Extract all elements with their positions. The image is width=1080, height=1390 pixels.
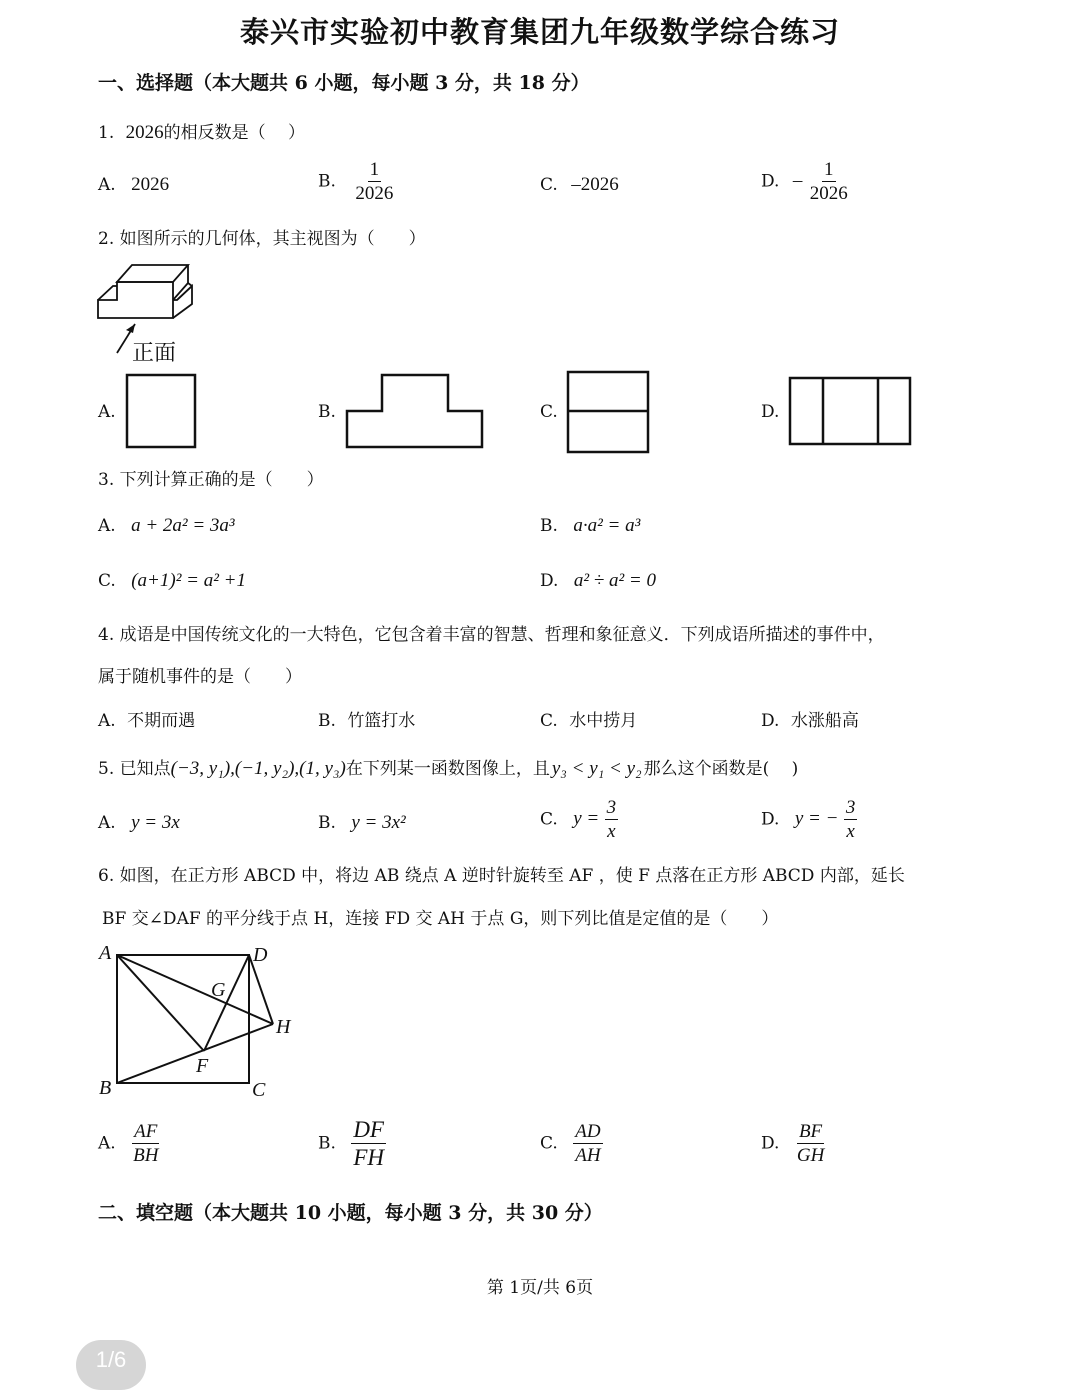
q2-a-label: A. bbox=[98, 402, 116, 422]
q5-stem-c: 那么这个函数是( ) bbox=[643, 759, 799, 779]
q5-d-numerator: 3 bbox=[845, 797, 856, 818]
question-6-line-1 bbox=[98, 861, 905, 886]
question-4-line-1 bbox=[98, 620, 885, 645]
q1-d-fraction bbox=[808, 160, 850, 204]
q6-b-denominator: FH bbox=[353, 1145, 384, 1171]
q4-number: 4. bbox=[98, 625, 115, 645]
q4-option-b bbox=[318, 706, 415, 731]
q6-option-d bbox=[761, 1122, 826, 1166]
q6-d-fraction bbox=[795, 1122, 826, 1166]
q2-option-c-shape bbox=[567, 371, 651, 455]
square-abcd bbox=[117, 955, 249, 1083]
q4-b-label: B. bbox=[318, 711, 336, 731]
q5-option-a bbox=[98, 812, 180, 834]
q3-number: 3. bbox=[98, 470, 115, 490]
q1-b-label: B. bbox=[318, 171, 336, 192]
q5-c-numerator: 3 bbox=[606, 797, 617, 818]
q2-number: 2. bbox=[98, 229, 115, 249]
q6-a-fraction bbox=[131, 1122, 160, 1166]
q5-condition: y₃ < y₁ < y₂ bbox=[551, 758, 642, 779]
q3-d-label: D. bbox=[540, 571, 559, 591]
q6-d-label: D. bbox=[761, 1133, 780, 1154]
question-1 bbox=[98, 118, 305, 144]
q5-number: 5. bbox=[98, 759, 115, 779]
q1-stem: 的相反数是（ ） bbox=[163, 123, 306, 143]
q6-number: 6. bbox=[98, 866, 115, 886]
q1-c-value: –2026 bbox=[571, 174, 619, 195]
q5-c-lhs: y = bbox=[573, 808, 600, 830]
label-D: D bbox=[253, 944, 268, 966]
q6-a-numerator: AF bbox=[134, 1121, 158, 1142]
q5-stem-a: 已知点 bbox=[119, 759, 171, 779]
q1-d-sign: – bbox=[792, 170, 803, 192]
question-2 bbox=[98, 224, 426, 249]
q3-b-expression: a·a² = a³ bbox=[573, 515, 641, 536]
q6-option-a bbox=[98, 1122, 160, 1166]
q1-option-b bbox=[318, 160, 395, 204]
q1-d-denominator: 2026 bbox=[809, 182, 848, 204]
q6-a-denominator: BH bbox=[133, 1144, 159, 1166]
q5-d-fraction bbox=[844, 798, 858, 842]
q4-a-label: A. bbox=[98, 711, 116, 731]
q6-stem-2: BF 交∠DAF 的平分线于点 H，连接 FD 交 AH 于点 G，则下列比值是定值的是（ ） bbox=[102, 909, 779, 929]
q6-c-numerator: AD bbox=[575, 1121, 601, 1142]
q6-a-label: A. bbox=[98, 1133, 116, 1154]
question-5 bbox=[98, 754, 798, 780]
q6-c-fraction bbox=[573, 1122, 602, 1166]
q1-year: 2026 bbox=[125, 122, 164, 143]
q4-c-label: C. bbox=[540, 711, 558, 731]
q4-d-label: D. bbox=[761, 711, 780, 731]
q5-option-d bbox=[761, 798, 857, 842]
q4-d-text: 水涨船高 bbox=[790, 711, 859, 731]
q6-stem-1: 如图，在正方形 ABCD 中，将边 AB 绕点 A 逆时针旋转至 AF ，使 F 点落在正方形 ABCD 内部，延长 bbox=[119, 866, 905, 886]
q6-option-c bbox=[540, 1122, 603, 1166]
q6-c-denominator: AH bbox=[575, 1144, 601, 1166]
q2-option-d-shape bbox=[789, 377, 913, 447]
q5-option-b bbox=[318, 812, 406, 834]
q5-d-lhs: y = − bbox=[794, 808, 839, 830]
q5-c-label: C. bbox=[540, 809, 558, 830]
q4-b-text: 竹篮打水 bbox=[347, 711, 416, 731]
label-F: F bbox=[196, 1055, 209, 1077]
q5-d-denominator: x bbox=[846, 820, 855, 842]
q4-option-c bbox=[540, 706, 637, 731]
q4-stem-1: 成语是中国传统文化的一大特色，它包含着丰富的智慧、哲理和象征意义．下列成语所描述的事件中， bbox=[119, 625, 885, 645]
q5-a-label: A. bbox=[98, 813, 116, 833]
q5-b-expression: y = 3x² bbox=[351, 812, 406, 833]
q6-d-numerator: BF bbox=[798, 1121, 823, 1142]
q3-a-label: A. bbox=[98, 516, 116, 536]
q2-front-label: 正面 bbox=[132, 341, 177, 366]
label-H: H bbox=[276, 1016, 291, 1038]
page-title: 泰兴市实验初中教育集团九年级数学综合练习 bbox=[239, 15, 840, 49]
q1-option-d bbox=[761, 160, 850, 204]
q4-c-text: 水中捞月 bbox=[569, 711, 638, 731]
q1-b-fraction bbox=[353, 160, 395, 204]
q3-d-expression: a² ÷ a² = 0 bbox=[573, 570, 656, 591]
section-2-heading: 二、填空题（本大题共 10 小题，每小题 3 分，共 30 分） bbox=[98, 1202, 603, 1224]
q2-b-label: B. bbox=[318, 402, 336, 422]
q6-b-numerator: DF bbox=[351, 1118, 386, 1144]
q5-c-fraction bbox=[605, 798, 619, 842]
q5-b-label: B. bbox=[318, 813, 336, 833]
q1-b-denominator: 2026 bbox=[355, 182, 394, 204]
q4-a-text: 不期而遇 bbox=[127, 711, 196, 731]
q2-c-label: C. bbox=[540, 402, 558, 422]
q5-stem-b: 在下列某一函数图像上，且 bbox=[345, 759, 550, 779]
label-A: A bbox=[99, 942, 112, 964]
q6-geometry-figure bbox=[95, 938, 305, 1103]
q2-option-a-shape bbox=[126, 374, 198, 450]
q3-a-expression: a + 2a² = 3a³ bbox=[131, 515, 235, 536]
q3-b-label: B. bbox=[540, 516, 558, 536]
q5-points: (−3, y₁),(−1, y₂),(1, y₃) bbox=[170, 758, 346, 779]
q1-d-numerator: 1 bbox=[824, 159, 834, 180]
label-B: B bbox=[99, 1077, 112, 1099]
q2-stem: 如图所示的几何体，其主视图为（ ） bbox=[119, 229, 426, 249]
q6-c-label: C. bbox=[540, 1133, 558, 1154]
q1-a-label: A. bbox=[98, 175, 116, 195]
q1-option-c bbox=[540, 174, 619, 196]
q2-option-b-shape bbox=[346, 374, 486, 450]
q5-a-expression: y = 3x bbox=[131, 812, 180, 833]
question-3 bbox=[98, 465, 324, 490]
q1-option-a bbox=[98, 174, 169, 196]
q1-d-label: D. bbox=[761, 171, 780, 192]
q1-c-label: C. bbox=[540, 175, 558, 195]
q6-option-b bbox=[318, 1118, 386, 1170]
page-footer: 第 1页/共 6页 bbox=[486, 1278, 594, 1298]
q3-option-d bbox=[540, 570, 656, 592]
q3-stem: 下列计算正确的是（ ） bbox=[119, 470, 324, 490]
q5-d-label: D. bbox=[761, 809, 780, 830]
label-C: C bbox=[252, 1079, 266, 1101]
q4-option-d bbox=[761, 706, 859, 731]
q5-option-c bbox=[540, 798, 618, 842]
q4-stem-2: 属于随机事件的是（ ） bbox=[98, 667, 302, 687]
q6-b-fraction bbox=[351, 1118, 386, 1170]
section-1-heading: 一、选择题（本大题共 6 小题，每小题 3 分，共 18 分） bbox=[98, 72, 590, 94]
q3-c-expression: (a+1)² = a² +1 bbox=[131, 570, 246, 591]
q1-b-numerator: 1 bbox=[369, 159, 380, 180]
segment-af bbox=[117, 955, 204, 1051]
q3-c-label: C. bbox=[98, 571, 116, 591]
q4-option-a bbox=[98, 706, 195, 731]
q3-option-a bbox=[98, 515, 235, 537]
q6-d-denominator: GH bbox=[796, 1144, 825, 1166]
q5-c-denominator: x bbox=[607, 820, 616, 842]
q3-option-c bbox=[98, 570, 246, 592]
q1-number: 1. bbox=[98, 123, 115, 143]
q1-a-value: 2026 bbox=[131, 174, 170, 195]
q3-option-b bbox=[540, 515, 640, 537]
page-indicator-badge[interactable]: 1/6 bbox=[76, 1340, 146, 1390]
q6-b-label: B. bbox=[318, 1133, 336, 1154]
label-G: G bbox=[211, 979, 226, 1001]
q2-d-label: D. bbox=[761, 402, 780, 422]
